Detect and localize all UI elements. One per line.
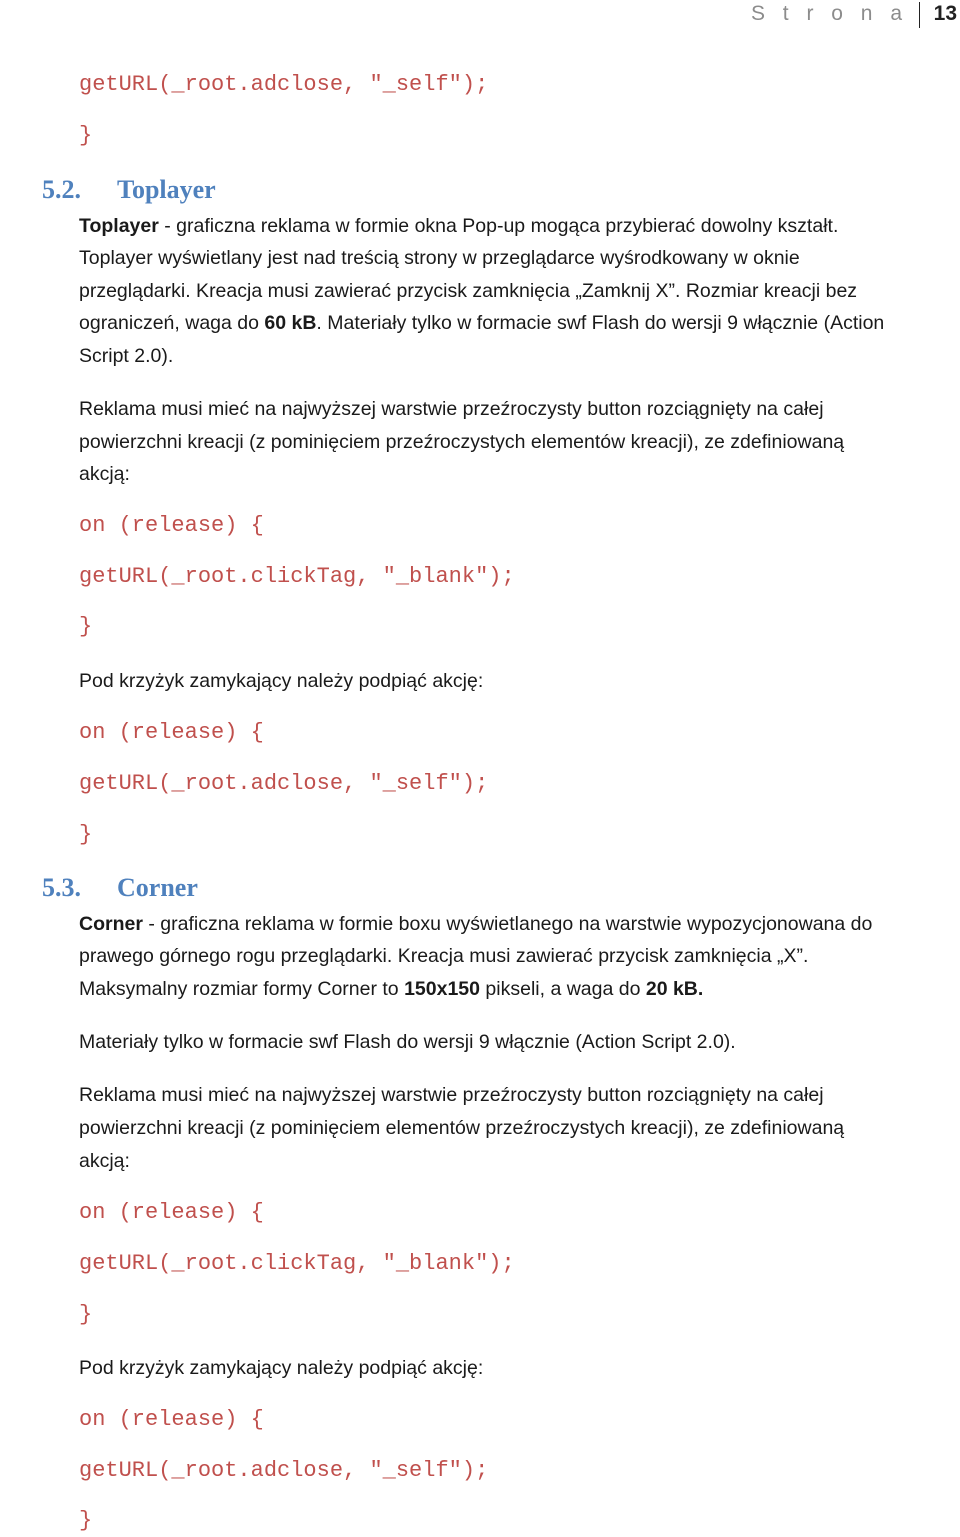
paragraph-line: akcją: — [79, 1150, 130, 1172]
code-line: } — [79, 822, 93, 847]
section-heading-corner — [42, 873, 198, 903]
code-line: getURL(_root.adclose, "_self"); — [79, 771, 489, 796]
page-number: 13 — [933, 2, 957, 25]
paragraph-line: powierzchni kreacji (z pominięciem przeźroczystych elementów kreacji), ze zdefiniowaną — [79, 431, 845, 453]
term-toplayer: Toplayer — [79, 215, 159, 237]
paragraph-line: Reklama musi mieć na najwyższej warstwie przeźroczysty button rozciągnięty na całej — [79, 398, 824, 420]
code-line: } — [79, 614, 93, 639]
paragraph-line: akcją: — [79, 463, 130, 485]
text-span: - graficzna reklama w formie okna Pop-up mogąca przybierać dowolny kształt. — [158, 215, 839, 237]
page-header — [0, 0, 960, 30]
paragraph-line — [79, 976, 703, 1002]
section-heading-toplayer — [42, 175, 216, 205]
paragraph-line: Toplayer wyświetlany jest nad treścią strony w przeglądarce wyśrodkowany w oknie — [79, 247, 800, 269]
paragraph-line — [79, 310, 884, 336]
paragraph-line — [79, 213, 838, 239]
text-span: - graficzna reklama w formie boxu wyświetlanego na warstwie wypozycjonowana do — [142, 913, 873, 935]
paragraph-line — [79, 911, 872, 937]
code-line: on (release) { — [79, 1407, 264, 1432]
paragraph-line: przeglądarki. Kreacja musi zawierać przycisk zamknięcia „Zamknij X”. Rozmiar kreacji bez — [79, 280, 858, 302]
code-line: } — [79, 1508, 93, 1533]
paragraph-line: Pod krzyżyk zamykający należy podpiąć akcję: — [79, 670, 484, 692]
code-line: } — [79, 1302, 93, 1327]
code-line: on (release) { — [79, 513, 264, 538]
text-span: Maksymalny rozmiar formy Corner to — [79, 978, 405, 1000]
paragraph-line: prawego górnego rogu przeglądarki. Kreacja musi zawierać przycisk zamknięcia „X”. — [79, 945, 809, 967]
code-line: getURL(_root.clickTag, "_blank"); — [79, 564, 515, 589]
text-span: . Materiały tylko w formacie swf Flash do wersji 9 włącznie (Action — [316, 312, 885, 334]
size-value: 150x150 — [404, 978, 480, 1000]
code-line: getURL(_root.adclose, "_self"); — [79, 72, 489, 97]
paragraph-line: Script 2.0). — [79, 345, 174, 367]
code-line: getURL(_root.clickTag, "_blank"); — [79, 1251, 515, 1276]
code-line: on (release) { — [79, 720, 264, 745]
section-title: Corner — [117, 873, 198, 902]
page-label: S t r o n a — [750, 2, 908, 25]
paragraph-line: Materiały tylko w formacie swf Flash do wersji 9 włącznie (Action Script 2.0). — [79, 1031, 736, 1053]
code-line: } — [79, 123, 93, 148]
section-title: Toplayer — [117, 175, 216, 204]
section-number: 5.2. — [42, 175, 81, 204]
text-span: ograniczeń, waga do — [79, 312, 265, 334]
weight-value: 60 kB — [264, 312, 317, 334]
term-corner: Corner — [79, 913, 143, 935]
code-line: getURL(_root.adclose, "_self"); — [79, 1458, 489, 1483]
paragraph-line: Pod krzyżyk zamykający należy podpiąć akcję: — [79, 1357, 484, 1379]
paragraph-line: powierzchni kreacji (z pominięciem elementów przeźroczystych kreacji), ze zdefiniowaną — [79, 1117, 845, 1139]
section-number: 5.3. — [42, 873, 81, 902]
code-line: on (release) { — [79, 1200, 264, 1225]
text-span: . — [697, 978, 704, 1000]
text-span: pikseli, a waga do — [480, 978, 646, 1000]
header-separator — [919, 2, 920, 28]
weight-value: 20 kB — [645, 978, 698, 1000]
paragraph-line: Reklama musi mieć na najwyższej warstwie przeźroczysty button rozciągnięty na całej — [79, 1084, 824, 1106]
